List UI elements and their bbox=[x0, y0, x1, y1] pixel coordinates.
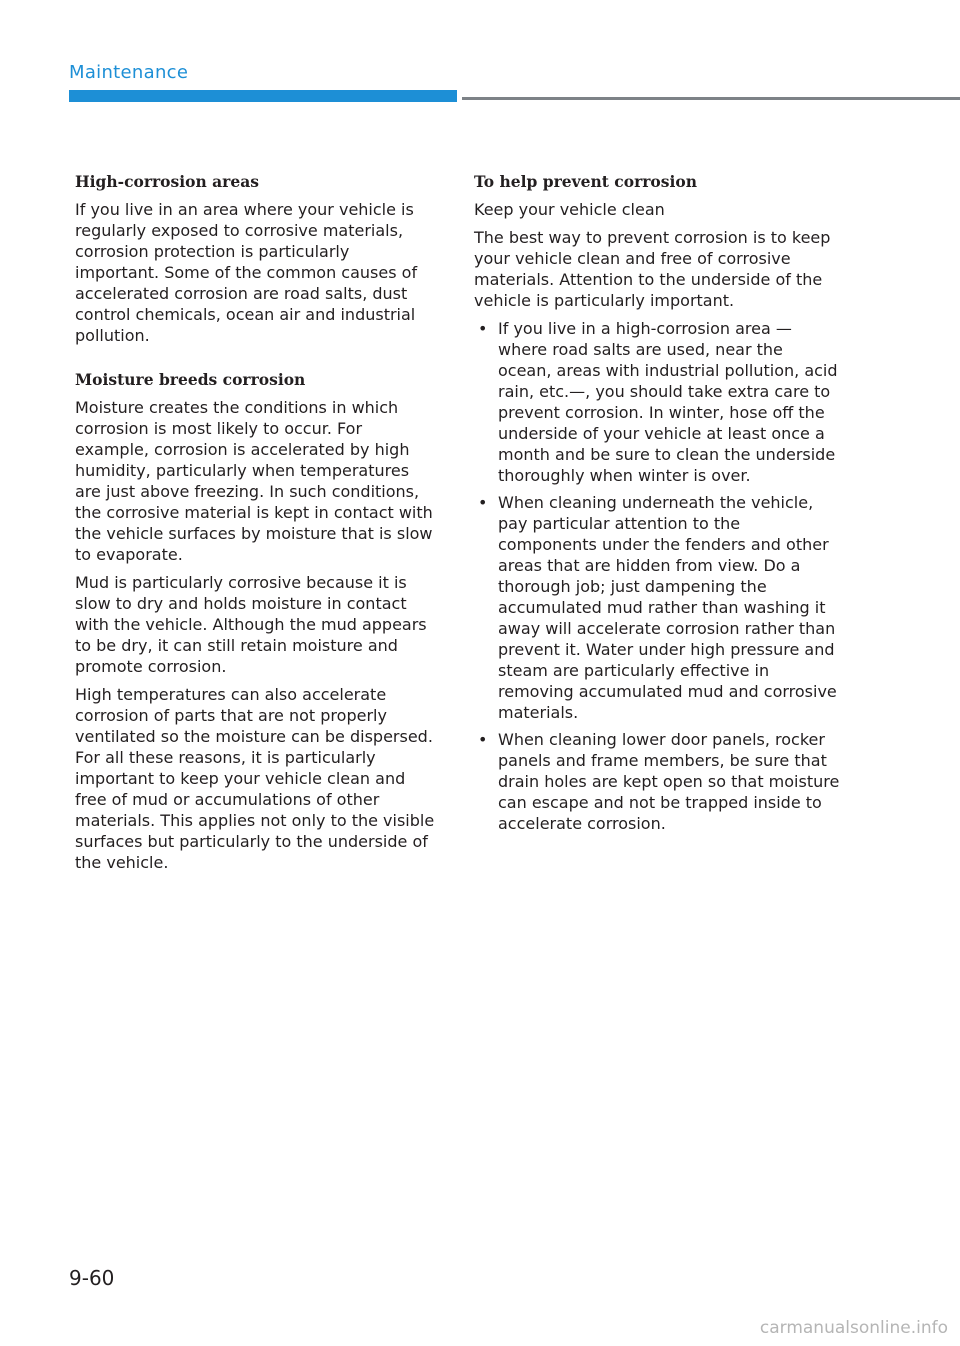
list-item-text: When cleaning lower door panels, rocker panels and frame members, be sure that drain holes are kept open so that moisture can escape and not be trapped inside to accelerate corrosion. bbox=[498, 730, 840, 833]
bullet-icon: • bbox=[478, 493, 488, 512]
bullet-icon: • bbox=[478, 319, 488, 338]
heading-moisture-breeds-corrosion: Moisture breeds corrosion bbox=[75, 370, 306, 389]
paragraph: Moisture creates the conditions in which corrosion is most likely to occur. For example, corrosion is accelerated by high humidity, particularly when temperatures are just above freezing. In such conditions, the corrosive material is kept in contact with the vehicle surfaces by moisture that is slow to evaporate. bbox=[75, 398, 433, 564]
list-item bbox=[474, 318, 840, 486]
list-item bbox=[474, 729, 840, 834]
paragraph: High temperatures can also accelerate corrosion of parts that are not properly ventilated so the moisture can be dispersed. For all these reasons, it is particularly important to keep your vehicle clean and free of mud or accumulations of other materials. This applies not only to the visible surfaces but particularly to the underside of the vehicle. bbox=[75, 685, 435, 872]
heading-to-help-prevent-corrosion: To help prevent corrosion bbox=[474, 172, 697, 191]
header-rule bbox=[462, 97, 960, 100]
list-item bbox=[474, 492, 840, 723]
heading-high-corrosion-areas: High-corrosion areas bbox=[75, 172, 259, 191]
left-column bbox=[75, 172, 437, 880]
watermark: carmanualsonline.info bbox=[759, 1318, 948, 1338]
right-column bbox=[474, 172, 840, 840]
page-number: 9-60 bbox=[69, 1266, 115, 1290]
subheading-keep-vehicle-clean: Keep your vehicle clean bbox=[474, 200, 665, 219]
list-item-text: If you live in a high-corrosion area — where road salts are used, near the ocean, areas with industrial pollution, acid rain, etc.—, you should take extra care to prevent corrosion. In winter, hose off the underside of your vehicle at least once a month and be sure to clean the underside thoroughly when winter is over. bbox=[498, 319, 838, 485]
paragraph: The best way to prevent corrosion is to keep your vehicle clean and free of corrosive materials. Attention to the underside of the vehicle is particularly important. bbox=[474, 228, 831, 310]
paragraph: Mud is particularly corrosive because it is slow to dry and holds moisture in contact with the vehicle. Although the mud appears to be dry, it can still retain moisture and promote corrosion. bbox=[75, 573, 427, 676]
bullet-icon: • bbox=[478, 730, 488, 749]
header-rule-accent bbox=[69, 90, 457, 102]
section-title: Maintenance bbox=[69, 62, 189, 83]
bullet-list bbox=[474, 318, 840, 834]
paragraph: If you live in an area where your vehicle is regularly exposed to corrosive materials, corrosion protection is particularly important. Some of the common causes of accelerated corrosion are road salts, dust control chemicals, ocean air and industrial pollution. bbox=[75, 200, 418, 345]
list-item-text: When cleaning underneath the vehicle, pay particular attention to the components under the fenders and other areas that are hidden from view. Do a thorough job; just dampening the accumulated mud rather than washing it away will accelerate corrosion rather than prevent it. Water under high pressure and steam are particularly effective in removing accumulated mud and corrosive materials. bbox=[498, 493, 837, 722]
